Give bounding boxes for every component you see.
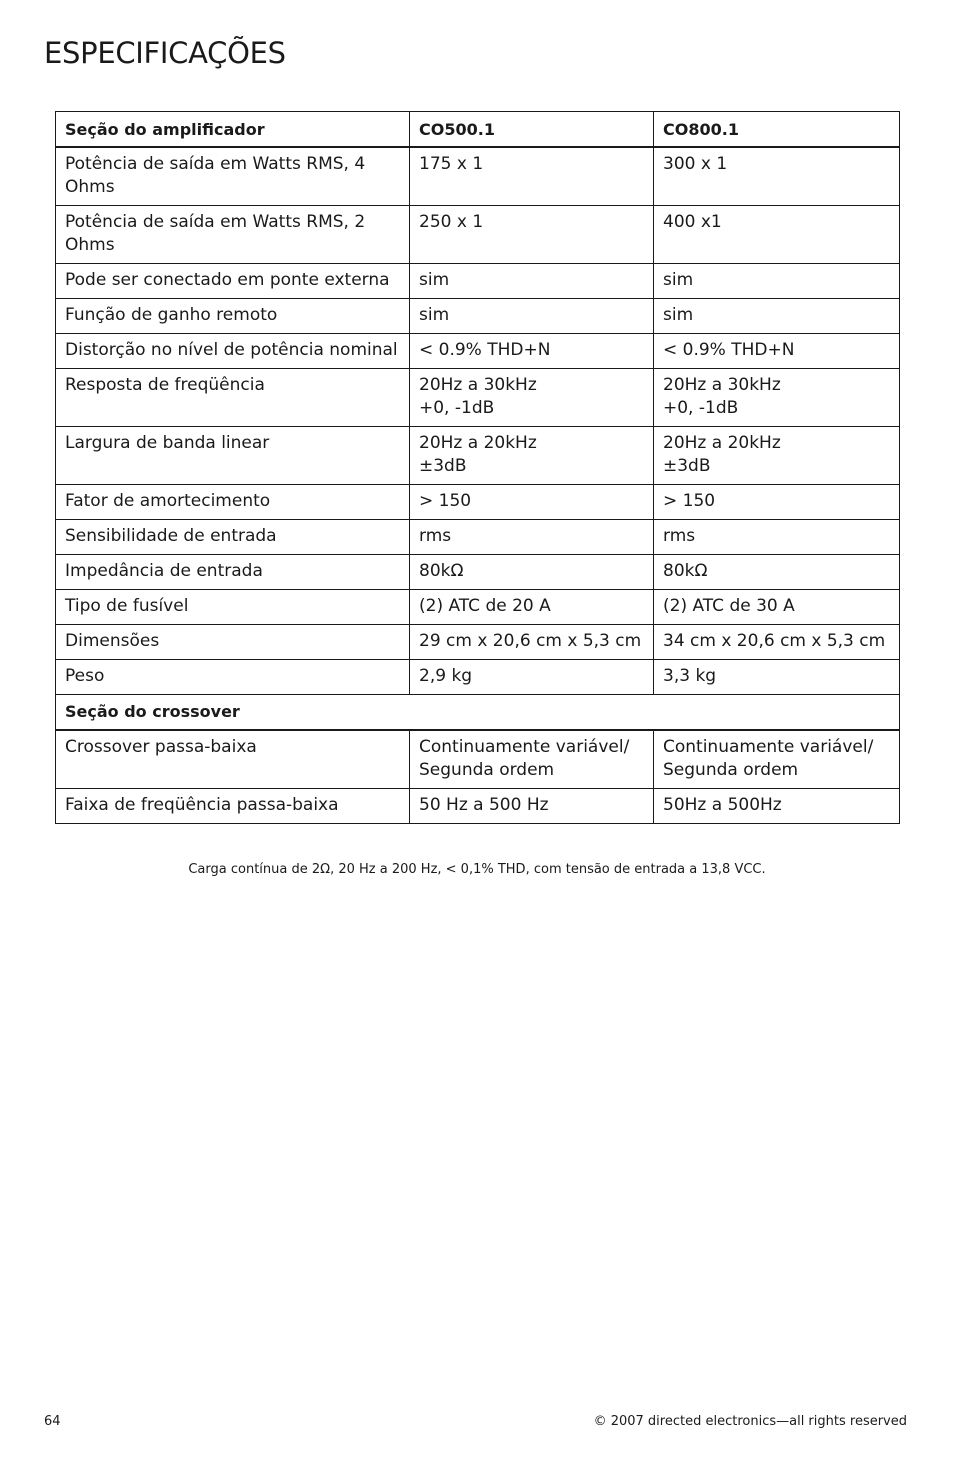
spec-value-co500: > 150: [410, 485, 654, 520]
table-row: [56, 299, 900, 334]
spec-label: Faixa de freqüência passa-baixa: [56, 789, 410, 824]
spec-label: Pode ser conectado em ponte externa: [56, 264, 410, 299]
spec-value-co500: < 0.9% THD+N: [410, 334, 654, 369]
spec-label: Sensibilidade de entrada: [56, 520, 410, 555]
specifications-table: [55, 111, 900, 824]
spec-value-co500: rms: [410, 520, 654, 555]
spec-value-co500: (2) ATC de 20 A: [410, 590, 654, 625]
spec-value-co500: 175 x 1: [410, 147, 654, 206]
spec-value-co800: Continuamente variável/ Segunda ordem: [654, 730, 900, 789]
page-title: ESPECIFICAÇÕES: [44, 36, 286, 70]
table-row: [56, 427, 900, 485]
table-row: [56, 206, 900, 264]
spec-value-co500: 50 Hz a 500 Hz: [410, 789, 654, 824]
spec-label: Potência de saída em Watts RMS, 4 Ohms: [56, 147, 410, 206]
table-row: [56, 369, 900, 427]
spec-value-co500: 20Hz a 20kHz ±3dB: [410, 427, 654, 485]
page-number: 64: [44, 1414, 61, 1429]
spec-value-co800: sim: [654, 299, 900, 334]
spec-value-co800: 400 x1: [654, 206, 900, 264]
crossover-section-heading: Seção do crossover: [56, 695, 900, 731]
table-row: [56, 660, 900, 695]
spec-value-co800: 80kΩ: [654, 555, 900, 590]
spec-value-co500: sim: [410, 264, 654, 299]
spec-value-co800: 34 cm x 20,6 cm x 5,3 cm: [654, 625, 900, 660]
table-row: [56, 264, 900, 299]
spec-value-co800: < 0.9% THD+N: [654, 334, 900, 369]
spec-value-co500: 20Hz a 30kHz +0, -1dB: [410, 369, 654, 427]
spec-label: Fator de amortecimento: [56, 485, 410, 520]
table-row: [56, 625, 900, 660]
spec-label: Resposta de freqüência: [56, 369, 410, 427]
spec-label: Impedância de entrada: [56, 555, 410, 590]
spec-label: Dimensões: [56, 625, 410, 660]
header-co500: CO500.1: [410, 112, 654, 148]
table-row: [56, 520, 900, 555]
table-header-row: [56, 112, 900, 148]
spec-label: Distorção no nível de potência nominal: [56, 334, 410, 369]
spec-value-co500: 2,9 kg: [410, 660, 654, 695]
copyright-notice: © 2007 directed electronics—all rights reserved: [593, 1414, 907, 1429]
table-row: [56, 730, 900, 789]
spec-label: Peso: [56, 660, 410, 695]
spec-value-co500: sim: [410, 299, 654, 334]
spec-value-co800: rms: [654, 520, 900, 555]
spec-label: Largura de banda linear: [56, 427, 410, 485]
spec-label: Tipo de fusível: [56, 590, 410, 625]
spec-value-co800: 20Hz a 20kHz ±3dB: [654, 427, 900, 485]
table-row: [56, 789, 900, 824]
header-amplifier-section: Seção do amplificador: [56, 112, 410, 148]
table-row: [56, 485, 900, 520]
spec-value-co500: 29 cm x 20,6 cm x 5,3 cm: [410, 625, 654, 660]
table-row: [56, 334, 900, 369]
table-row: [56, 147, 900, 206]
table-footnote: Carga contínua de 2Ω, 20 Hz a 200 Hz, < 0,1% THD, com tensão de entrada a 13,8 VCC.: [188, 862, 766, 877]
spec-label: Potência de saída em Watts RMS, 2 Ohms: [56, 206, 410, 264]
spec-value-co800: sim: [654, 264, 900, 299]
spec-value-co500: 80kΩ: [410, 555, 654, 590]
spec-value-co800: (2) ATC de 30 A: [654, 590, 900, 625]
spec-value-co800: 300 x 1: [654, 147, 900, 206]
spec-value-co500: 250 x 1: [410, 206, 654, 264]
spec-value-co800: > 150: [654, 485, 900, 520]
spec-value-co800: 50Hz a 500Hz: [654, 789, 900, 824]
spec-value-co800: 3,3 kg: [654, 660, 900, 695]
table-row: [56, 555, 900, 590]
header-co800: CO800.1: [654, 112, 900, 148]
spec-value-co500: Continuamente variável/ Segunda ordem: [410, 730, 654, 789]
spec-label: Função de ganho remoto: [56, 299, 410, 334]
spec-label: Crossover passa-baixa: [56, 730, 410, 789]
spec-value-co800: 20Hz a 30kHz +0, -1dB: [654, 369, 900, 427]
table-row: [56, 590, 900, 625]
crossover-section-row: [56, 695, 900, 731]
